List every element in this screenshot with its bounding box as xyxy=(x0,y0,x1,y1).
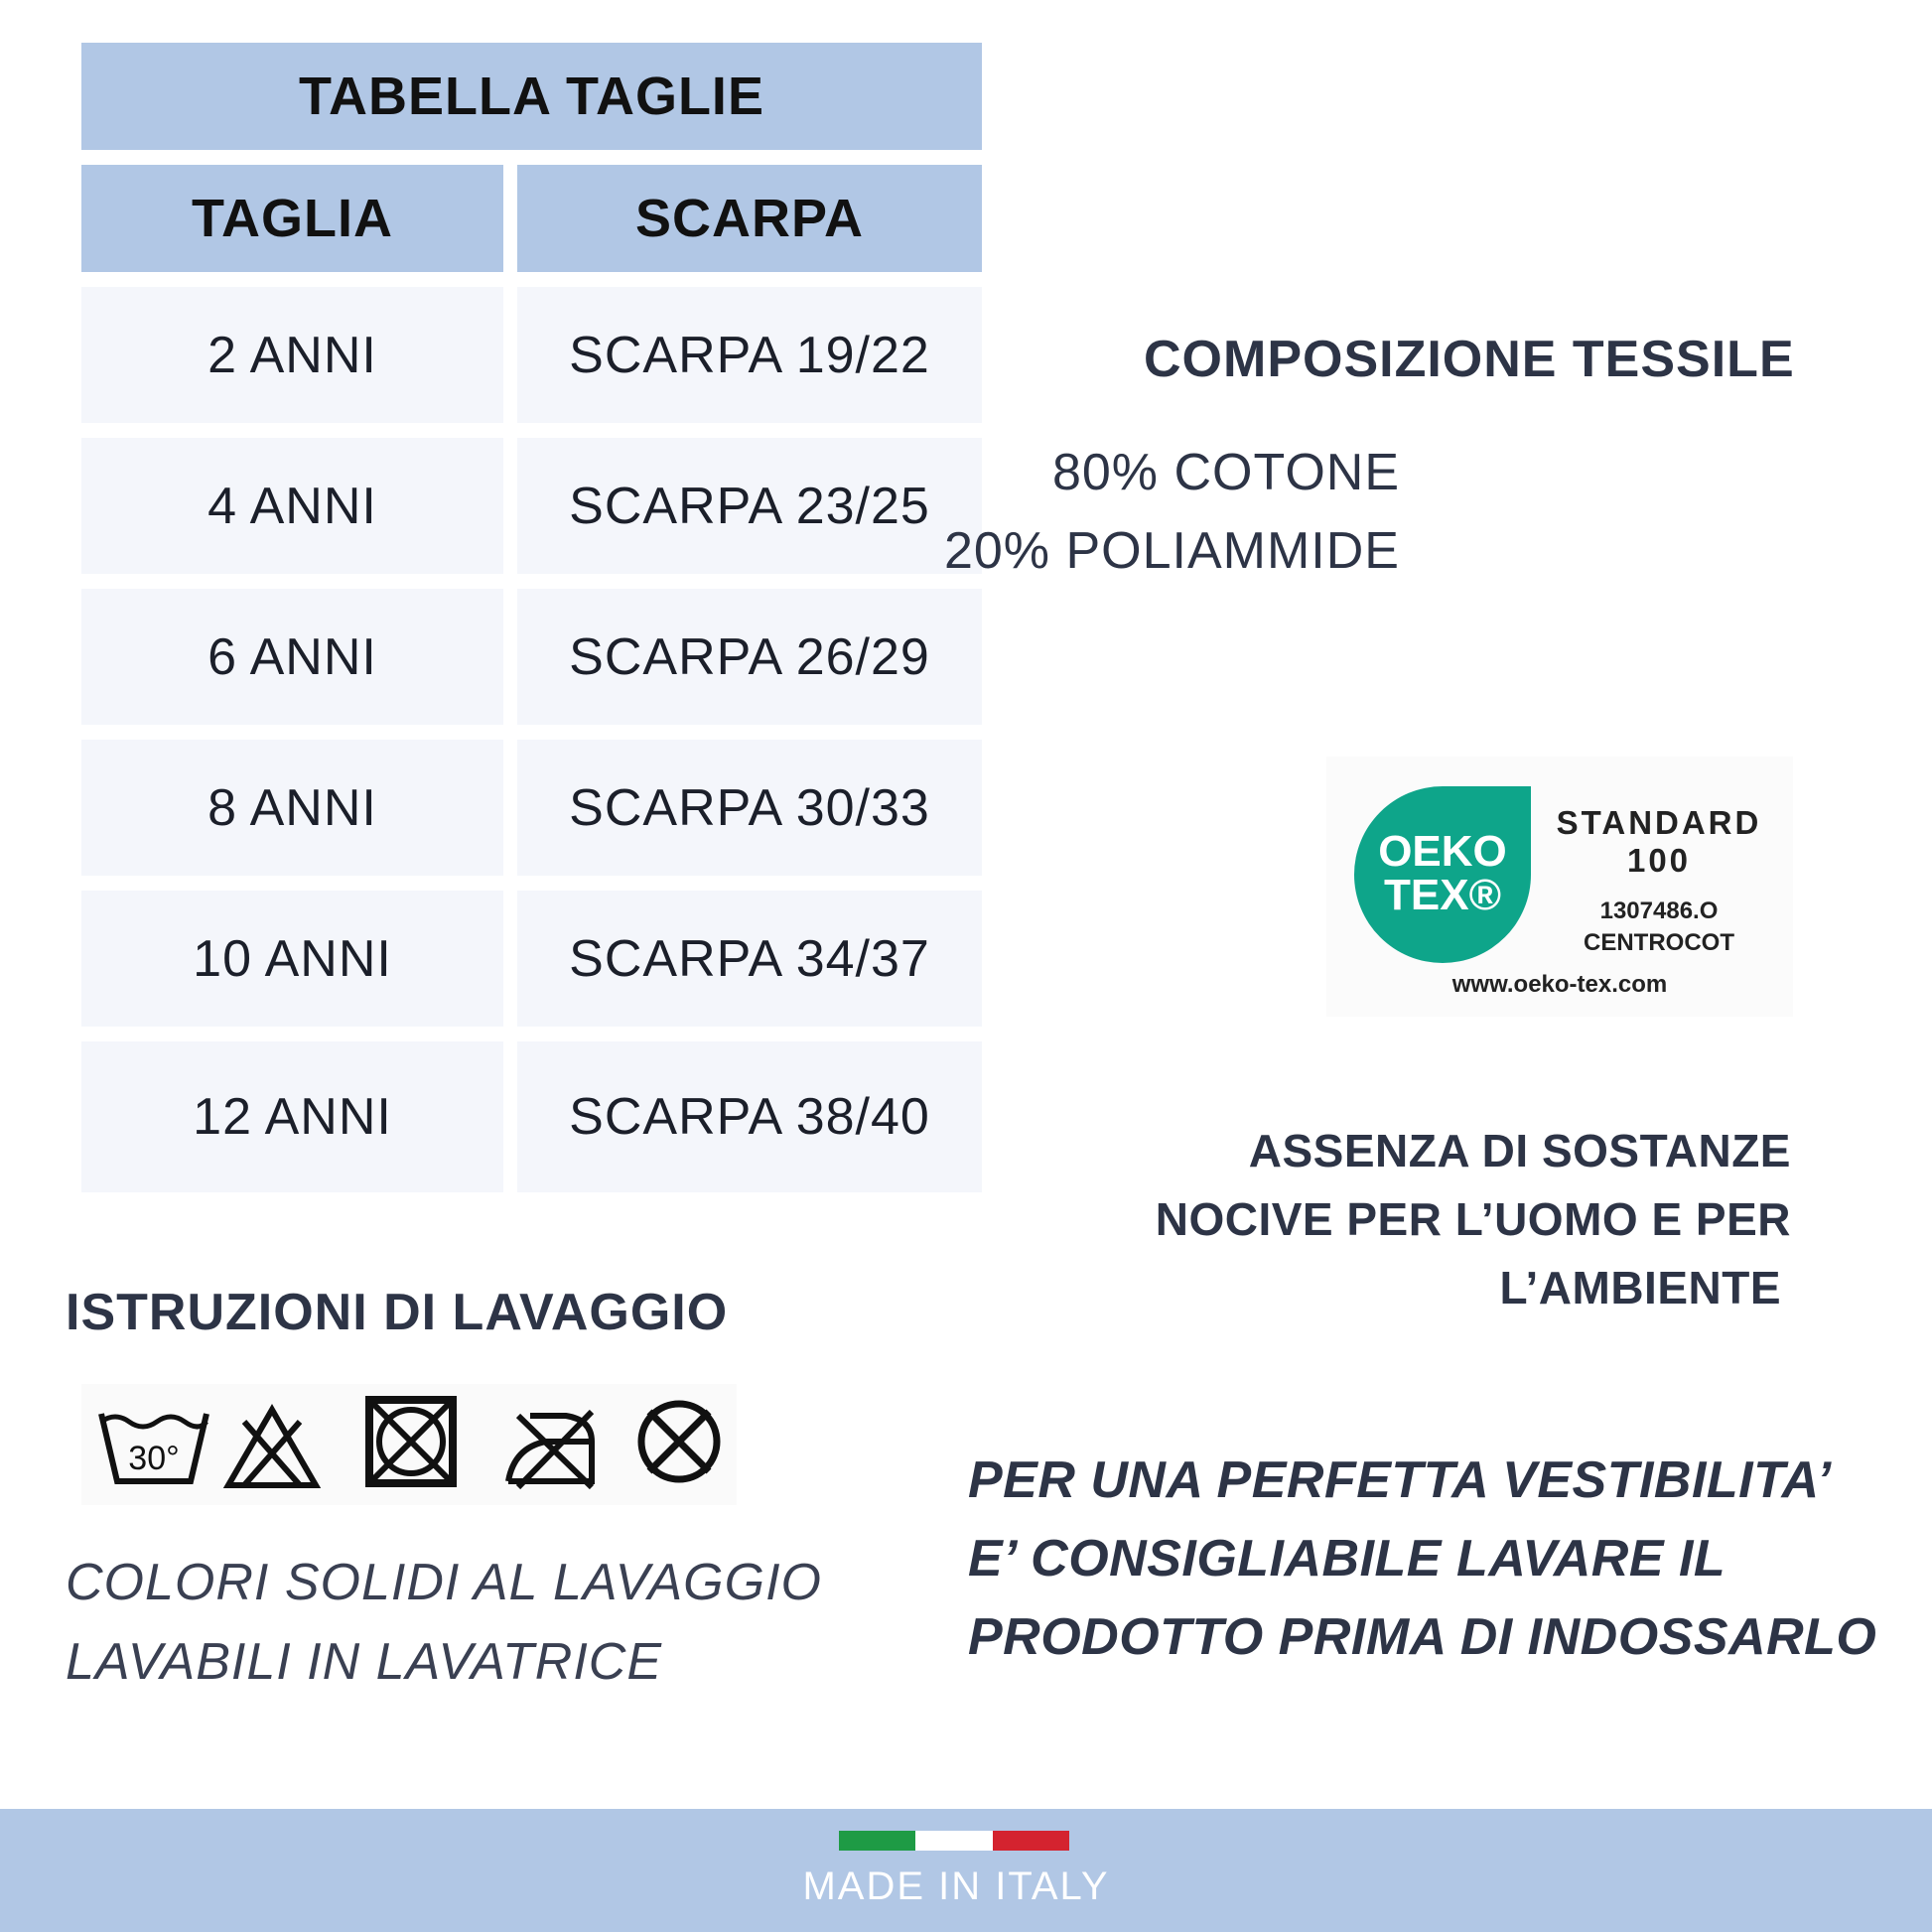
composition-title: COMPOSIZIONE TESSILE xyxy=(1144,331,1795,388)
washing-icons xyxy=(81,1384,737,1505)
washing-note-1: COLORI SOLIDI AL LAVAGGIO xyxy=(66,1554,822,1611)
size-row-3-scarpa: SCARPA 26/29 xyxy=(517,589,982,725)
assenza-line-3: L’AMBIENTE xyxy=(1499,1262,1781,1313)
size-row-2-scarpa: SCARPA 23/25 xyxy=(517,438,982,574)
no-bleach-icon xyxy=(222,1402,322,1491)
oeko-tex-standard-number: 100 xyxy=(1626,842,1692,879)
composition-line-cotone: 80% COTONE xyxy=(1051,444,1400,501)
oeko-tex-logo-line2: TEX® xyxy=(1384,871,1501,919)
flag-white-stripe xyxy=(915,1831,992,1851)
oeko-tex-institute: CENTROCOT xyxy=(1584,929,1734,956)
assenza-line-1: ASSENZA DI SOSTANZE xyxy=(1248,1125,1791,1176)
size-row-1-scarpa: SCARPA 19/22 xyxy=(517,287,982,423)
oeko-tex-label xyxy=(1326,757,1793,1017)
size-row-1-taglia: 2 ANNI xyxy=(81,287,503,423)
size-row-5-taglia: 10 ANNI xyxy=(81,891,503,1027)
made-in-italy-label: MADE IN ITALY xyxy=(802,1864,1110,1908)
size-table-title: TABELLA TAGLIE xyxy=(81,43,982,150)
size-row-4-taglia: 8 ANNI xyxy=(81,740,503,876)
fit-advice-line-2: E’ CONSIGLIABILE LAVARE IL xyxy=(968,1530,1726,1587)
italian-flag-icon xyxy=(839,1831,1069,1851)
oeko-tex-certificate: 1307486.O xyxy=(1599,897,1719,924)
washing-title: ISTRUZIONI DI LAVAGGIO xyxy=(66,1284,729,1341)
size-row-6-taglia: 12 ANNI xyxy=(81,1041,503,1192)
fit-advice xyxy=(968,1442,1876,1677)
size-row-6-scarpa: SCARPA 38/40 xyxy=(517,1041,982,1192)
footer-band xyxy=(0,1809,1932,1932)
fit-advice-line-3: PRODOTTO PRIMA DI INDOSSARLO xyxy=(968,1608,1877,1666)
oeko-tex-leaf-icon xyxy=(1354,786,1531,963)
wash-temperature-label: 30° xyxy=(128,1440,180,1477)
flag-green-stripe xyxy=(839,1831,915,1851)
size-row-3-taglia: 6 ANNI xyxy=(81,589,503,725)
size-row-5-scarpa: SCARPA 34/37 xyxy=(517,891,982,1027)
no-dry-clean-icon xyxy=(633,1396,725,1487)
oeko-tex-standard: STANDARD xyxy=(1556,804,1762,841)
size-table-header-taglia: TAGLIA xyxy=(81,165,503,272)
composition-line-poliammide: 20% POLIAMMIDE xyxy=(943,522,1400,580)
wash-30-icon xyxy=(95,1402,212,1491)
washing-note-2: LAVABILI IN LAVATRICE xyxy=(66,1633,662,1691)
fit-advice-line-1: PER UNA PERFETTA VESTIBILITA’ xyxy=(968,1451,1832,1509)
no-tumble-dry-icon xyxy=(365,1396,457,1487)
oeko-tex-logo-line1: OEKO xyxy=(1378,827,1507,876)
washing-notes xyxy=(66,1543,822,1702)
flag-red-stripe xyxy=(993,1831,1069,1851)
size-row-2-taglia: 4 ANNI xyxy=(81,438,503,574)
assenza-line-2: NOCIVE PER L’UOMO E PER xyxy=(1155,1193,1791,1245)
oeko-tex-url: www.oeko-tex.com xyxy=(1451,971,1668,998)
assenza-text xyxy=(1156,1117,1791,1322)
size-table-header-scarpa: SCARPA xyxy=(517,165,982,272)
no-iron-icon xyxy=(500,1402,600,1491)
size-row-4-scarpa: SCARPA 30/33 xyxy=(517,740,982,876)
